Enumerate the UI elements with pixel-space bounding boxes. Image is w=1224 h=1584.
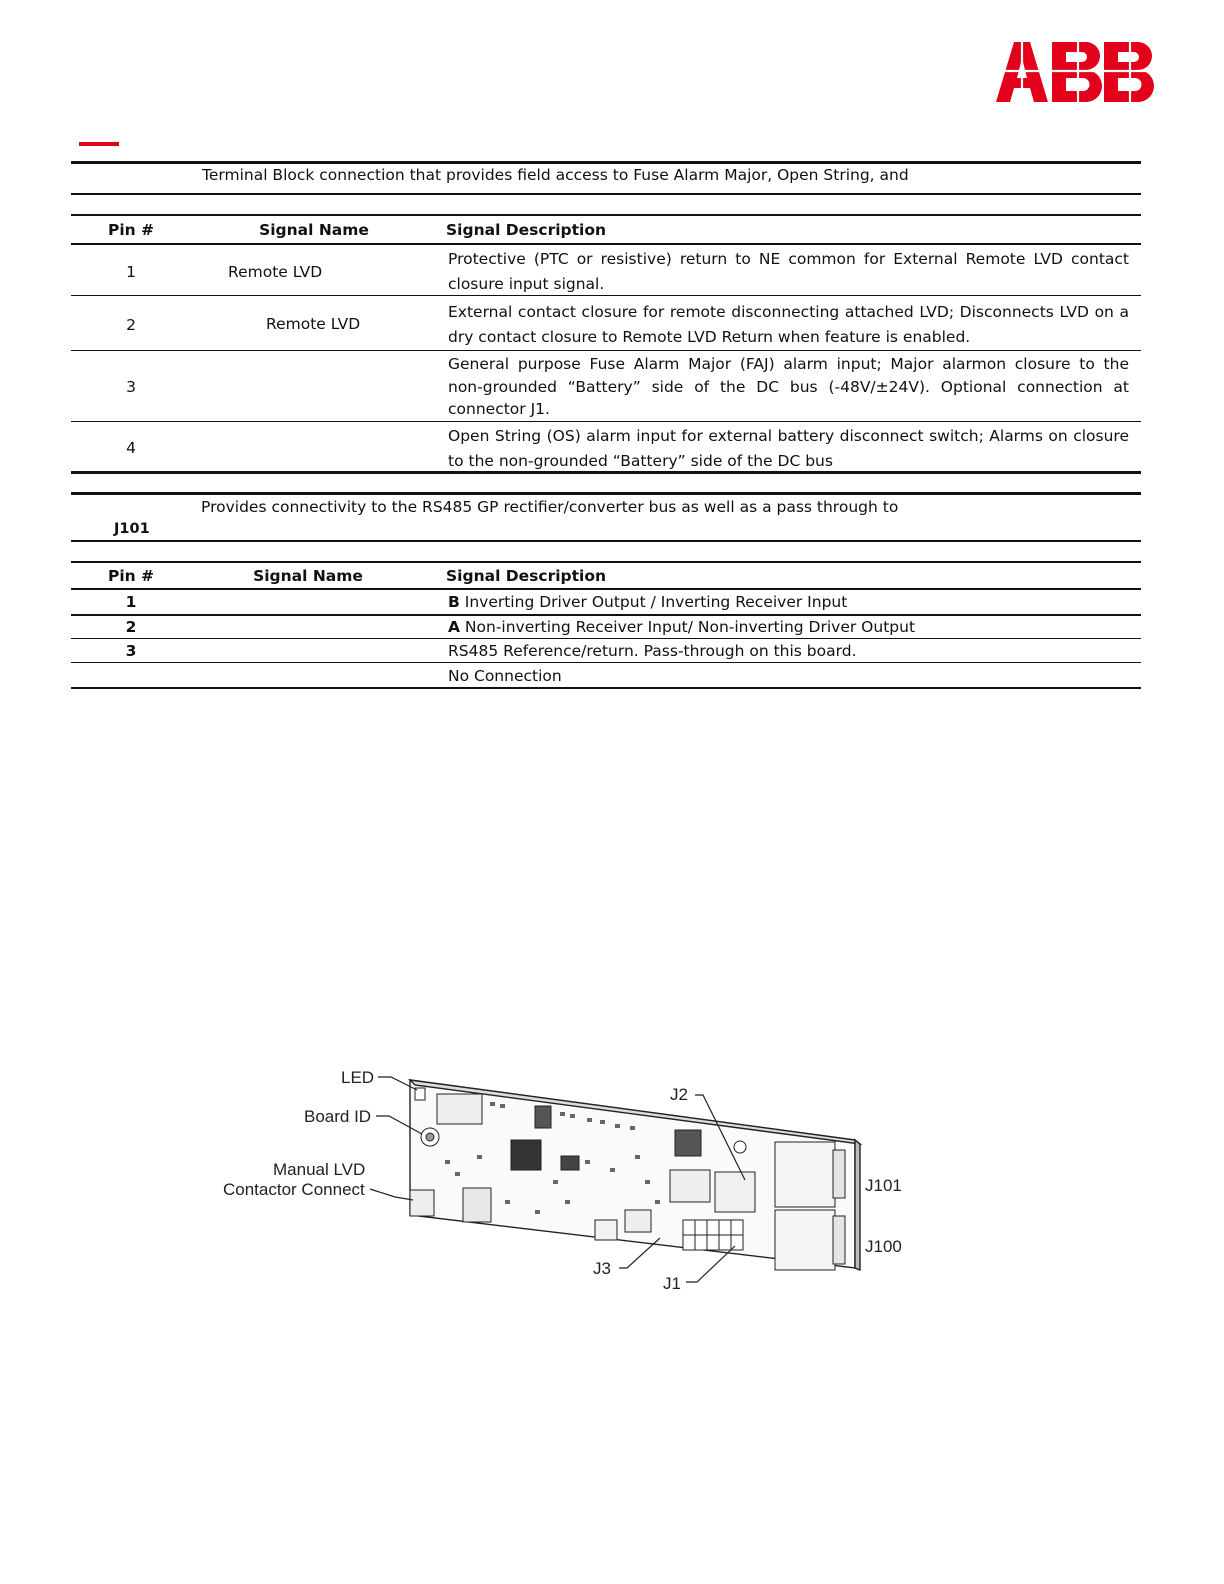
table2-intro-rule xyxy=(71,540,1141,542)
table2-row2-rule xyxy=(71,638,1141,639)
table2-header-signal-description: Signal Description xyxy=(446,567,607,585)
callout-j1: J1 xyxy=(663,1274,681,1293)
table1-row3-description: General purpose Fuse Alarm Major (FAJ) alarm input; Major alarmon closure to the non-grounded “Battery” side of the DC bus (-48V/±24V). Optional connection at connector J1. xyxy=(448,355,1129,418)
table2-row3-rule xyxy=(71,662,1141,663)
table2-bottom-rule xyxy=(71,687,1141,689)
table1-intro: Terminal Block connection that provides field access to Fuse Alarm Major, Open String, and xyxy=(202,166,909,184)
table1-row4-pin: 4 xyxy=(126,439,136,457)
callout-j101: J101 xyxy=(865,1176,902,1195)
table1-row3-pin: 3 xyxy=(126,378,136,396)
table2-row2-description: A Non-inverting Receiver Input/ Non-inverting Driver Output xyxy=(448,618,916,636)
table1-header-pin: Pin # xyxy=(107,221,155,239)
table2-row1-description: B Inverting Driver Output / Inverting Receiver Input xyxy=(448,593,848,611)
j100-connector xyxy=(775,1210,835,1270)
callout-j3: J3 xyxy=(593,1259,611,1278)
table1-row2-signal-name: Remote LVD xyxy=(266,315,361,333)
table1-row1-description: Protective (PTC or resistive) return to NE common for External Remote LVD contact closure input signal. xyxy=(448,250,1129,293)
table1-row1-rule xyxy=(71,295,1141,296)
table1-row2-description: External contact closure for remote disconnecting attached LVD; Disconnects LVD on a dry contact closure to Remote LVD Return when feature is enabled. xyxy=(448,303,1129,346)
callout-j2: J2 xyxy=(670,1085,688,1104)
table1-row3-rule xyxy=(71,421,1141,422)
table1-row2-rule xyxy=(71,350,1141,351)
table2-top-rule xyxy=(71,492,1141,495)
table2-header-top-rule xyxy=(71,561,1141,563)
callout-led: LED xyxy=(341,1068,375,1087)
table2-row1-pin: 1 xyxy=(125,593,137,611)
callout-board-id: Board ID xyxy=(304,1107,372,1126)
accent-bar xyxy=(79,142,119,146)
j101-connector xyxy=(775,1142,835,1207)
table2-header-pin: Pin # xyxy=(107,567,155,585)
table2-row2-pin: 2 xyxy=(125,618,137,636)
table1-row2-pin: 2 xyxy=(126,316,136,334)
table2-row3-description: RS485 Reference/return. Pass-through on this board. xyxy=(448,642,857,660)
table1-row1-signal-name: Remote LVD xyxy=(228,263,323,281)
board-diagram xyxy=(215,1060,905,1295)
table2-header-signal-name: Signal Name xyxy=(253,567,363,585)
table1-header-signal-description: Signal Description xyxy=(446,221,607,239)
callout-j100: J100 xyxy=(865,1237,902,1256)
table1-header-signal-name: Signal Name xyxy=(259,221,369,239)
table2-row3-pin: 3 xyxy=(125,642,137,660)
table1-header-top-rule xyxy=(71,214,1141,216)
table2-row4-description: No Connection xyxy=(448,667,562,685)
table1-row4-description: Open String (OS) alarm input for external battery disconnect switch; Alarms on closure to the non-grounded “Battery” side of the DC bus xyxy=(448,427,1129,470)
table2-intro: Provides connectivity to the RS485 GP rectifier/converter bus as well as a pass through to xyxy=(201,498,899,516)
abb-logo xyxy=(994,40,1156,102)
table2-connector-label: J101 xyxy=(114,521,150,537)
table1-intro-rule xyxy=(71,193,1141,195)
table2-header-rule xyxy=(71,588,1141,590)
table1-bottom-rule xyxy=(71,471,1141,474)
callout-manual-lvd-line1: Manual LVD xyxy=(273,1160,366,1179)
callout-manual-lvd-line2: Contactor Connect xyxy=(223,1180,365,1199)
manual-lvd-connector xyxy=(410,1190,434,1216)
table1-row1-pin: 1 xyxy=(126,263,136,281)
table1-header-rule xyxy=(71,243,1141,245)
